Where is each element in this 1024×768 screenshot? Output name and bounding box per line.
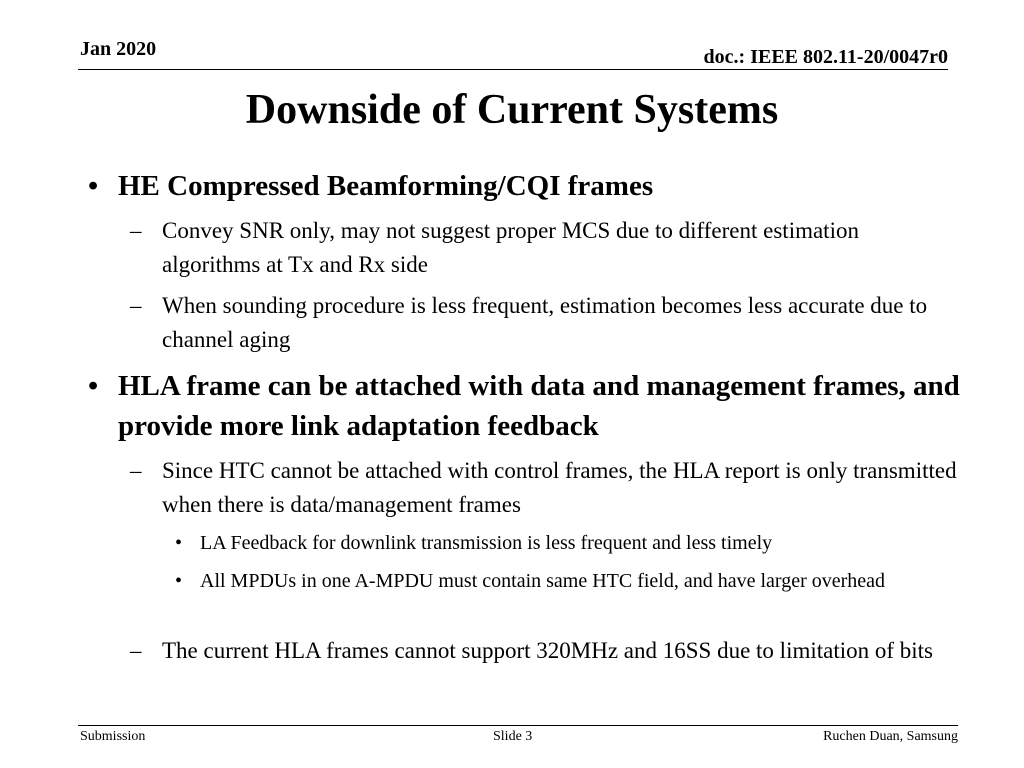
header-doc-id: doc.: IEEE 802.11-20/0047r0 — [703, 46, 948, 68]
slide-title: Downside of Current Systems — [245, 87, 779, 133]
bullet-1-marker: • — [88, 170, 99, 202]
bullet-2-sub-1 — [130, 454, 962, 522]
bullet-2 — [88, 366, 978, 446]
bullet-2-sub-2 — [130, 634, 962, 668]
bullet-2-sub-1-item-1 — [175, 528, 990, 559]
footer-slide-number: Slide 3 — [493, 729, 533, 744]
bullet-2-sub-1-marker: – — [130, 458, 142, 483]
footer-divider — [78, 725, 958, 726]
bullet-2-marker: • — [88, 370, 99, 402]
bullet-2-sub-2-text: The current HLA frames cannot support 320MHz and 16SS due to limitation of bits — [162, 638, 934, 663]
bullet-2-sub-1-item-2-text: All MPDUs in one A-MPDU must contain same HTC field, and have larger overhead — [200, 570, 886, 592]
bullet-2-sub-2-marker: – — [130, 638, 142, 663]
bullet-2-sub-1-text: Since HTC cannot be attached with control frames, the HLA report is only transmitted when there is data/management frames — [162, 458, 957, 517]
bullet-1-text: HE Compressed Beamforming/CQI frames — [118, 170, 654, 202]
bullet-1-sub-1 — [130, 214, 962, 282]
bullet-1-sub-2 — [130, 289, 962, 357]
bullet-1-sub-1-text: Convey SNR only, may not suggest proper MCS due to different estimation algorithms at Tx and Rx side — [162, 218, 859, 277]
bullet-2-sub-1-item-2-marker: • — [175, 570, 183, 592]
bullet-2-sub-1-item-1-text: LA Feedback for downlink transmission is less frequent and less timely — [200, 532, 773, 554]
bullet-2-sub-1-item-2 — [175, 566, 990, 597]
bullet-1-sub-2-marker: – — [130, 293, 142, 318]
bullet-1 — [88, 166, 978, 206]
bullet-1-sub-1-marker: – — [130, 218, 142, 243]
bullet-2-sub-1-item-1-marker: • — [175, 532, 183, 554]
bullet-2-text: HLA frame can be attached with data and management frames, and provide more link adaptation feedback — [118, 370, 960, 442]
footer-submission: Submission — [80, 729, 146, 744]
header-date: Jan 2020 — [80, 38, 157, 60]
bullet-1-sub-2-text: When sounding procedure is less frequent, estimation becomes less accurate due to channel aging — [162, 293, 928, 352]
header-divider — [78, 69, 948, 70]
footer-author: Ruchen Duan, Samsung — [823, 729, 958, 744]
